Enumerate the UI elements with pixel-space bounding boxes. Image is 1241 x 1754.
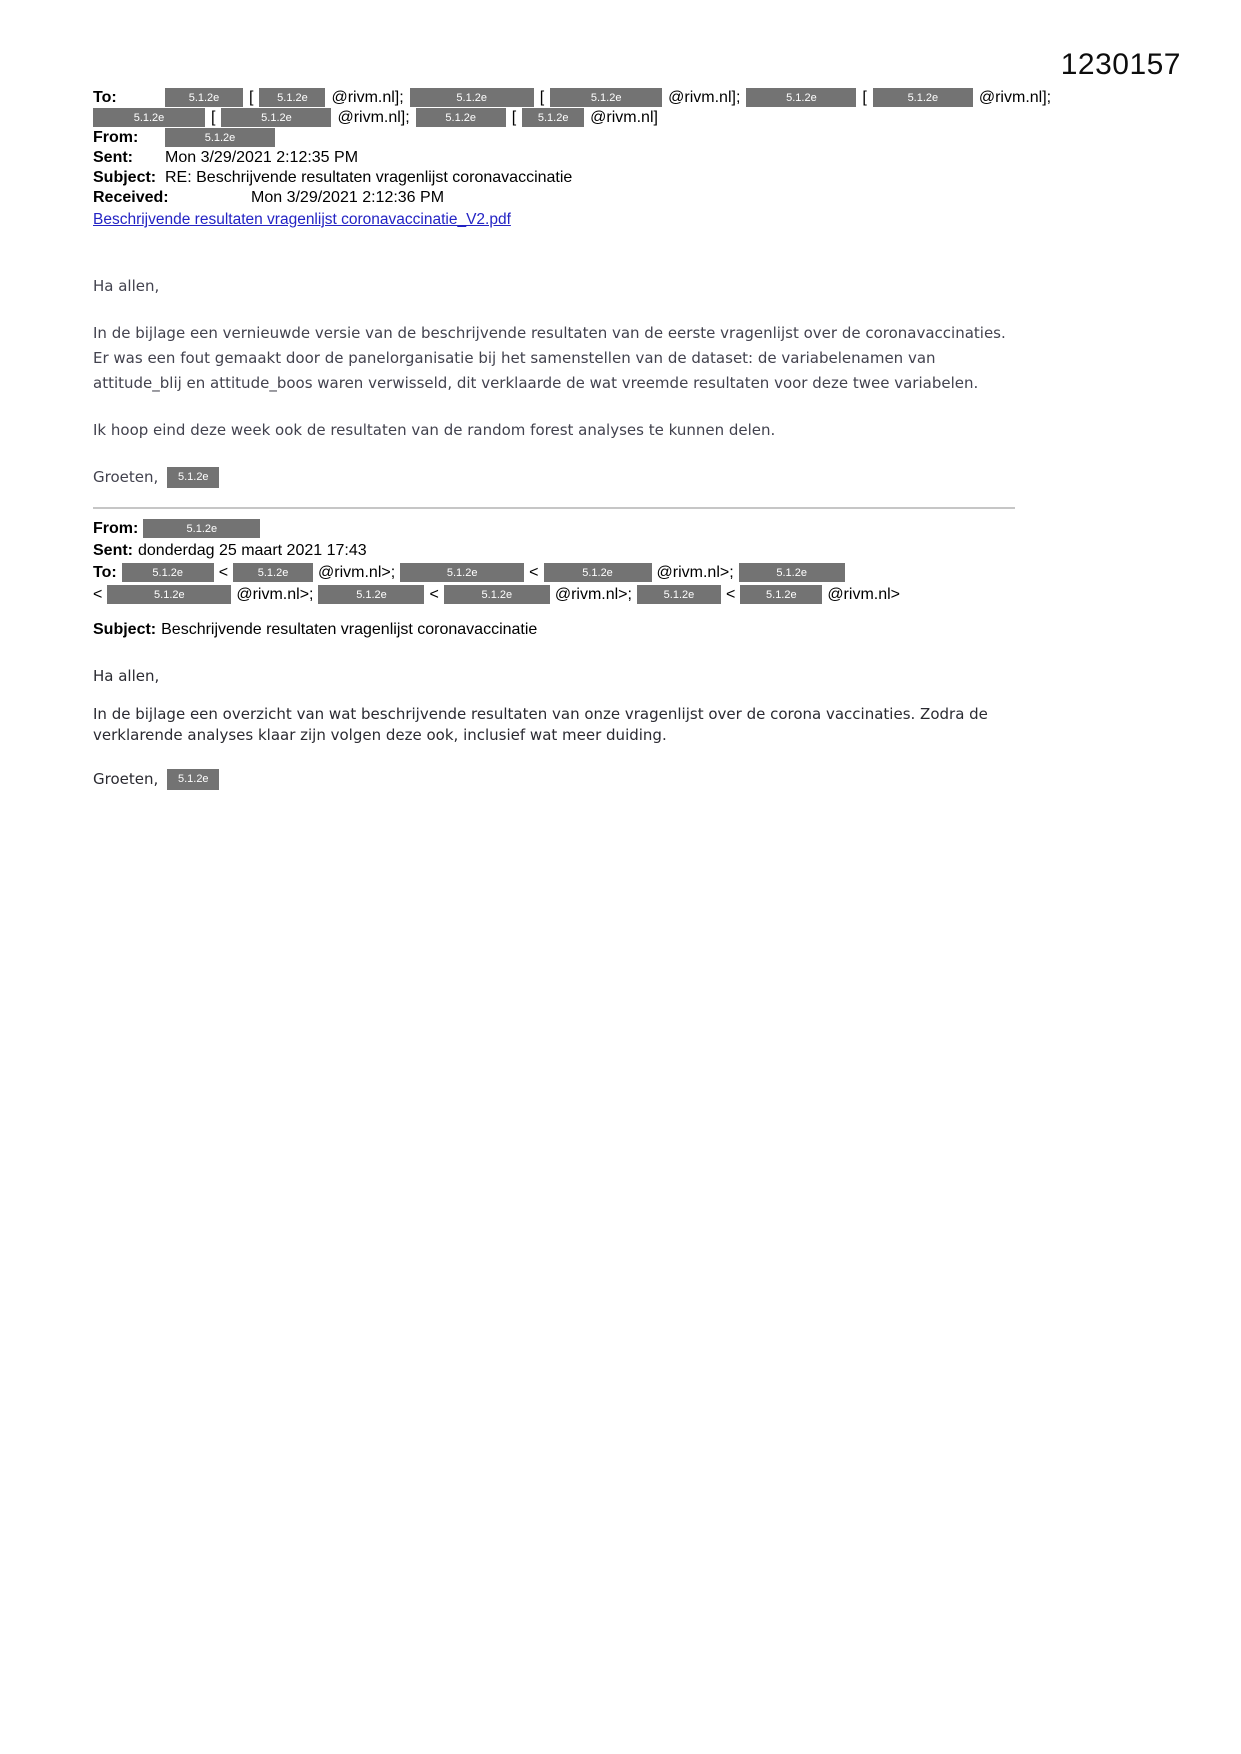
redaction-box: 5.1.2e: [233, 563, 313, 582]
email1-from-value: [165, 128, 275, 147]
email2-to-row-continued: [93, 584, 1153, 605]
received-value: Mon 3/29/2021 2:12:36 PM: [251, 188, 445, 206]
page-content: [0, 0, 1241, 790]
sent-label: Sent:: [93, 148, 133, 166]
redaction-box: 5.1.2e: [122, 563, 214, 582]
email1-body: [93, 274, 1021, 490]
email1-to-row: [93, 88, 1153, 107]
email2-greeting: Ha allen,: [93, 667, 160, 685]
header-text-fragment: [: [511, 108, 517, 126]
email2-signoff: [93, 769, 1021, 790]
header-text-fragment: [: [539, 88, 545, 106]
redaction-box: 5.1.2e: [873, 88, 973, 107]
from-label: From:: [93, 519, 139, 537]
email2-from-row: [93, 518, 1153, 539]
to-label: To:: [93, 563, 117, 581]
header-text-fragment: @rivm.nl]: [590, 108, 658, 126]
redaction-box: 5.1.2e: [107, 585, 231, 604]
email1-signoff: [93, 465, 1021, 490]
redaction-box: 5.1.2e: [259, 88, 325, 107]
header-text-fragment: @rivm.nl>;: [236, 585, 314, 603]
redaction-box: 5.1.2e: [410, 88, 534, 107]
redaction-box: 5.1.2e: [167, 467, 219, 488]
received-label: Received:: [93, 188, 169, 206]
email2-to-row: [93, 562, 1153, 583]
email2-signoff-text: Groeten,: [93, 770, 159, 788]
header-text-fragment: @rivm.nl];: [337, 108, 410, 126]
email1-subject-row: [93, 168, 1153, 187]
to-label: To:: [93, 88, 117, 106]
email1-sent-row: [93, 148, 1153, 167]
redaction-box: 5.1.2e: [544, 563, 652, 582]
redaction-box: 5.1.2e: [444, 585, 550, 604]
header-text-fragment: <: [725, 585, 736, 603]
header-text-fragment: @rivm.nl>;: [656, 563, 734, 581]
subject-value: Beschrijvende resultaten vragenlijst coronavaccinatie: [161, 620, 538, 638]
email1-to-line2: [93, 108, 658, 127]
email2-paragraph-1: In de bijlage een overzicht van wat beschrijvende resultaten van onze vragenlijst over de corona vaccinaties. Zodra de verklarende analyses klaar zijn volgen deze ook, inclusief wat meer duiding.: [93, 705, 988, 744]
redaction-box: 5.1.2e: [165, 128, 275, 147]
email2-body: [93, 666, 1021, 790]
email1-paragraph-1: In de bijlage een vernieuwde versie van de beschrijvende resultaten van de eerste vragenlijst over de coronavaccinaties. Er was een fout gemaakt door de panelorganisatie bij het samenstellen van de dataset: de variabelenamen van attitude_blij en attitude_boos waren verwisseld, dit verklaarde de wat vreemde resultaten voor deze twee variabelen.: [93, 324, 1006, 392]
header-text-fragment: [: [862, 88, 867, 106]
sent-value: Mon 3/29/2021 2:12:35 PM: [165, 148, 359, 166]
redaction-box: 5.1.2e: [221, 108, 331, 127]
email1-received-row: [93, 188, 1153, 207]
redaction-box: 5.1.2e: [318, 585, 424, 604]
email1-header: [93, 88, 1153, 230]
email2-header: [93, 518, 1153, 640]
redaction-box: 5.1.2e: [740, 585, 822, 604]
header-text-fragment: @rivm.nl>: [827, 585, 901, 603]
email2-to-line1: [122, 563, 845, 582]
email2-subject-row: [93, 619, 1153, 640]
redaction-box: 5.1.2e: [143, 519, 260, 538]
redaction-box: 5.1.2e: [746, 88, 856, 107]
redaction-box: 5.1.2e: [416, 108, 506, 127]
email2-signoff-redaction: [167, 769, 219, 790]
header-text-fragment: [: [249, 88, 254, 106]
email1-to-row-continued: [93, 108, 1153, 127]
email1-signoff-text: Groeten,: [93, 468, 159, 486]
email1-from-row: [93, 128, 1153, 147]
sent-label: Sent:: [93, 541, 133, 559]
subject-value: RE: Beschrijvende resultaten vragenlijst coronavaccinatie: [165, 168, 573, 186]
header-text-fragment: <: [529, 563, 539, 581]
header-text-fragment: [: [211, 108, 216, 126]
sent-value: donderdag 25 maart 2021 17:43: [138, 541, 367, 559]
redaction-box: 5.1.2e: [522, 108, 584, 127]
redaction-box: 5.1.2e: [637, 585, 721, 604]
redaction-box: 5.1.2e: [167, 769, 219, 790]
header-text-fragment: <: [429, 585, 439, 603]
header-text-fragment: @rivm.nl>;: [318, 563, 396, 581]
subject-label: Subject:: [93, 620, 157, 638]
redaction-box: 5.1.2e: [93, 108, 205, 127]
email1-paragraph-2: Ik hoop eind deze week ook de resultaten van de random forest analyses te kunnen delen.: [93, 421, 776, 439]
redaction-box: 5.1.2e: [739, 563, 845, 582]
header-text-fragment: @rivm.nl>;: [554, 585, 632, 603]
subject-label: Subject:: [93, 168, 157, 186]
header-text-fragment: @rivm.nl];: [331, 88, 404, 106]
email2-from-value: [143, 519, 260, 538]
header-text-fragment: @rivm.nl];: [978, 88, 1052, 106]
header-text-fragment: <: [218, 563, 229, 581]
attachment-link[interactable]: Beschrijvende resultaten vragenlijst coronavaccinatie_V2.pdf: [93, 211, 511, 228]
email2-sent-row: [93, 540, 1153, 561]
redaction-box: 5.1.2e: [165, 88, 243, 107]
document-number: 1230157: [1060, 48, 1181, 81]
header-text-fragment: <: [93, 585, 103, 603]
redaction-box: 5.1.2e: [550, 88, 662, 107]
email1-to-line1: [165, 88, 1051, 107]
header-text-fragment: @rivm.nl];: [668, 88, 741, 106]
redaction-box: 5.1.2e: [400, 563, 524, 582]
email2-to-line2: [93, 585, 900, 604]
email1-greeting: Ha allen,: [93, 277, 160, 295]
from-label: From:: [93, 128, 139, 146]
attachment-row: [93, 210, 1153, 230]
reply-divider: [93, 507, 1015, 509]
email1-signoff-redaction: [167, 467, 219, 488]
